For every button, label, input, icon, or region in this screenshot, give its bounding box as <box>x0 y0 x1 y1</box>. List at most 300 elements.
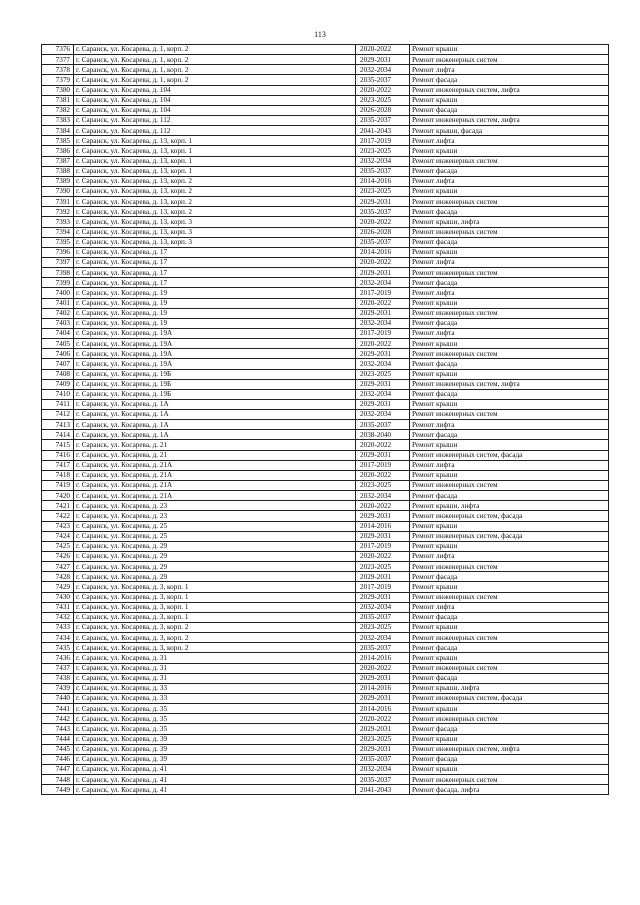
row-number-cell: 7414 <box>42 430 74 440</box>
table-row <box>42 237 609 247</box>
work-type-cell: Ремонт инженерных систем, лифта <box>410 115 609 125</box>
period-cell: 2014-2016 <box>356 521 410 531</box>
table-row <box>42 349 609 359</box>
address-cell: г. Саранск, ул. Косарева, д. 21 <box>74 450 356 460</box>
table-row <box>42 714 609 724</box>
period-cell: 2035-2037 <box>356 207 410 217</box>
row-number-cell: 7392 <box>42 207 74 217</box>
period-cell: 2035-2037 <box>356 166 410 176</box>
address-cell: г. Саранск, ул. Косарева, д. 13, корп. 3 <box>74 237 356 247</box>
table-row <box>42 541 609 551</box>
row-number-cell: 7401 <box>42 298 74 308</box>
period-cell: 2032-2034 <box>356 318 410 328</box>
address-cell: г. Саранск, ул. Косарева, д. 1, корп. 2 <box>74 65 356 75</box>
period-cell: 2029-2031 <box>356 592 410 602</box>
address-cell: г. Саранск, ул. Косарева, д. 17 <box>74 247 356 257</box>
table-row <box>42 298 609 308</box>
table-row <box>42 146 609 156</box>
period-cell: 2032-2034 <box>356 278 410 288</box>
period-cell: 2020-2022 <box>356 85 410 95</box>
work-type-cell: Ремонт крыши <box>410 186 609 196</box>
row-number-cell: 7446 <box>42 754 74 764</box>
address-cell: г. Саранск, ул. Косарева, д. 104 <box>74 105 356 115</box>
table-row <box>42 481 609 491</box>
row-number-cell: 7437 <box>42 663 74 673</box>
table-row <box>42 785 609 795</box>
period-cell: 2032-2034 <box>356 359 410 369</box>
table-row <box>42 105 609 115</box>
work-type-cell: Ремонт инженерных систем, лифта <box>410 379 609 389</box>
row-number-cell: 7436 <box>42 653 74 663</box>
table-row <box>42 197 609 207</box>
work-type-cell: Ремонт инженерных систем, лифта <box>410 744 609 754</box>
work-type-cell: Ремонт лифта <box>410 257 609 267</box>
address-cell: г. Саранск, ул. Косарева, д. 19А <box>74 339 356 349</box>
work-type-cell: Ремонт лифта <box>410 602 609 612</box>
table-row <box>42 95 609 105</box>
row-number-cell: 7390 <box>42 186 74 196</box>
work-type-cell: Ремонт крыши <box>410 582 609 592</box>
period-cell: 2041-2043 <box>356 126 410 136</box>
row-number-cell: 7393 <box>42 217 74 227</box>
row-number-cell: 7430 <box>42 592 74 602</box>
table-row <box>42 663 609 673</box>
work-type-cell: Ремонт фасада <box>410 75 609 85</box>
period-cell: 2014-2016 <box>356 704 410 714</box>
table-row <box>42 623 609 633</box>
address-cell: г. Саранск, ул. Косарева, д. 13, корп. 1 <box>74 166 356 176</box>
address-cell: г. Саранск, ул. Косарева, д. 25 <box>74 531 356 541</box>
table-row <box>42 683 609 693</box>
work-type-cell: Ремонт фасада <box>410 430 609 440</box>
period-cell: 2023-2025 <box>356 146 410 156</box>
row-number-cell: 7399 <box>42 278 74 288</box>
period-cell: 2020-2022 <box>356 714 410 724</box>
address-cell: г. Саранск, ул. Косарева, д. 19 <box>74 298 356 308</box>
row-number-cell: 7400 <box>42 288 74 298</box>
period-cell: 2014-2016 <box>356 653 410 663</box>
work-type-cell: Ремонт инженерных систем <box>410 410 609 420</box>
work-type-cell: Ремонт лифта <box>410 288 609 298</box>
period-cell: 2029-2031 <box>356 308 410 318</box>
table-row <box>42 582 609 592</box>
period-cell: 2032-2034 <box>356 156 410 166</box>
row-number-cell: 7418 <box>42 470 74 480</box>
row-number-cell: 7421 <box>42 501 74 511</box>
address-cell: г. Саранск, ул. Косарева, д. 25 <box>74 521 356 531</box>
work-type-cell: Ремонт лифта <box>410 65 609 75</box>
table-body <box>42 45 609 795</box>
address-cell: г. Саранск, ул. Косарева, д. 23 <box>74 511 356 521</box>
address-cell: г. Саранск, ул. Косарева, д. 29 <box>74 562 356 572</box>
table-row <box>42 278 609 288</box>
row-number-cell: 7378 <box>42 65 74 75</box>
period-cell: 2032-2034 <box>356 65 410 75</box>
address-cell: г. Саранск, ул. Косарева, д. 35 <box>74 714 356 724</box>
period-cell: 2029-2031 <box>356 399 410 409</box>
address-cell: г. Саранск, ул. Косарева, д. 3, корп. 2 <box>74 633 356 643</box>
work-type-cell: Ремонт инженерных систем, фасада <box>410 694 609 704</box>
address-cell: г. Саранск, ул. Косарева, д. 23 <box>74 501 356 511</box>
period-cell: 2032-2034 <box>356 633 410 643</box>
table-row <box>42 704 609 714</box>
work-type-cell: Ремонт инженерных систем <box>410 562 609 572</box>
table-row <box>42 724 609 734</box>
work-type-cell: Ремонт инженерных систем, фасада <box>410 450 609 460</box>
period-cell: 2020-2022 <box>356 339 410 349</box>
work-type-cell: Ремонт лифта <box>410 136 609 146</box>
table-row <box>42 552 609 562</box>
table-row <box>42 694 609 704</box>
address-cell: г. Саранск, ул. Косарева, д. 21 <box>74 440 356 450</box>
row-number-cell: 7422 <box>42 511 74 521</box>
period-cell: 2020-2022 <box>356 45 410 55</box>
row-number-cell: 7381 <box>42 95 74 105</box>
address-cell: г. Саранск, ул. Косарева, д. 1А <box>74 430 356 440</box>
work-type-cell: Ремонт инженерных систем <box>410 55 609 65</box>
period-cell: 2017-2019 <box>356 136 410 146</box>
work-type-cell: Ремонт инженерных систем <box>410 663 609 673</box>
period-cell: 2026-2028 <box>356 105 410 115</box>
address-cell: г. Саранск, ул. Косарева, д. 35 <box>74 704 356 714</box>
address-cell: г. Саранск, ул. Косарева, д. 19 <box>74 288 356 298</box>
work-type-cell: Ремонт крыши, лифта <box>410 501 609 511</box>
period-cell: 2014-2016 <box>356 176 410 186</box>
work-type-cell: Ремонт инженерных систем <box>410 714 609 724</box>
row-number-cell: 7427 <box>42 562 74 572</box>
period-cell: 2035-2037 <box>356 754 410 764</box>
period-cell: 2020-2022 <box>356 440 410 450</box>
work-type-cell: Ремонт фасада <box>410 612 609 622</box>
work-type-cell: Ремонт фасада <box>410 318 609 328</box>
work-type-cell: Ремонт лифта <box>410 328 609 338</box>
address-cell: г. Саранск, ул. Косарева, д. 19А <box>74 359 356 369</box>
work-type-cell: Ремонт фасада <box>410 207 609 217</box>
row-number-cell: 7402 <box>42 308 74 318</box>
table-row <box>42 359 609 369</box>
period-cell: 2020-2022 <box>356 663 410 673</box>
table-row <box>42 643 609 653</box>
row-number-cell: 7407 <box>42 359 74 369</box>
address-cell: г. Саранск, ул. Косарева, д. 1, корп. 2 <box>74 55 356 65</box>
row-number-cell: 7447 <box>42 764 74 774</box>
row-number-cell: 7391 <box>42 197 74 207</box>
work-type-cell: Ремонт крыши <box>410 704 609 714</box>
row-number-cell: 7380 <box>42 85 74 95</box>
period-cell: 2029-2031 <box>356 55 410 65</box>
table-row <box>42 176 609 186</box>
row-number-cell: 7385 <box>42 136 74 146</box>
address-cell: г. Саранск, ул. Косарева, д. 104 <box>74 95 356 105</box>
work-type-cell: Ремонт лифта <box>410 552 609 562</box>
work-type-cell: Ремонт инженерных систем <box>410 268 609 278</box>
address-cell: г. Саранск, ул. Косарева, д. 19Б <box>74 379 356 389</box>
period-cell: 2023-2025 <box>356 369 410 379</box>
address-cell: г. Саранск, ул. Косарева, д. 13, корп. 3 <box>74 227 356 237</box>
address-cell: г. Саранск, ул. Косарева, д. 13, корп. 2 <box>74 186 356 196</box>
work-type-cell: Ремонт крыши <box>410 764 609 774</box>
work-type-cell: Ремонт крыши <box>410 521 609 531</box>
row-number-cell: 7417 <box>42 460 74 470</box>
period-cell: 2032-2034 <box>356 410 410 420</box>
address-cell: г. Саранск, ул. Косарева, д. 3, корп. 2 <box>74 623 356 633</box>
work-type-cell: Ремонт крыши <box>410 440 609 450</box>
address-cell: г. Саранск, ул. Косарева, д. 104 <box>74 85 356 95</box>
work-type-cell: Ремонт инженерных систем <box>410 227 609 237</box>
work-type-cell: Ремонт инженерных систем <box>410 633 609 643</box>
row-number-cell: 7441 <box>42 704 74 714</box>
row-number-cell: 7410 <box>42 389 74 399</box>
table-row <box>42 156 609 166</box>
address-cell: г. Саранск, ул. Косарева, д. 21А <box>74 491 356 501</box>
table-row <box>42 470 609 480</box>
address-cell: г. Саранск, ул. Косарева, д. 21А <box>74 481 356 491</box>
row-number-cell: 7413 <box>42 420 74 430</box>
period-cell: 2029-2031 <box>356 673 410 683</box>
row-number-cell: 7420 <box>42 491 74 501</box>
row-number-cell: 7408 <box>42 369 74 379</box>
period-cell: 2014-2016 <box>356 247 410 257</box>
work-type-cell: Ремонт фасада <box>410 673 609 683</box>
table-row <box>42 389 609 399</box>
row-number-cell: 7376 <box>42 45 74 55</box>
address-cell: г. Саранск, ул. Косарева, д. 19 <box>74 308 356 318</box>
period-cell: 2041-2043 <box>356 785 410 795</box>
address-cell: г. Саранск, ул. Косарева, д. 13, корп. 1 <box>74 156 356 166</box>
work-type-cell: Ремонт крыши, лифта <box>410 217 609 227</box>
period-cell: 2020-2022 <box>356 217 410 227</box>
period-cell: 2017-2019 <box>356 541 410 551</box>
period-cell: 2020-2022 <box>356 470 410 480</box>
table-row <box>42 612 609 622</box>
work-type-cell: Ремонт крыши <box>410 470 609 480</box>
table-row <box>42 491 609 501</box>
table-row <box>42 115 609 125</box>
period-cell: 2029-2031 <box>356 694 410 704</box>
address-cell: г. Саранск, ул. Косарева, д. 19Б <box>74 369 356 379</box>
address-cell: г. Саранск, ул. Косарева, д. 13, корп. 1 <box>74 136 356 146</box>
period-cell: 2032-2034 <box>356 491 410 501</box>
work-type-cell: Ремонт инженерных систем, фасада <box>410 531 609 541</box>
address-cell: г. Саранск, ул. Косарева, д. 29 <box>74 552 356 562</box>
table-row <box>42 410 609 420</box>
row-number-cell: 7377 <box>42 55 74 65</box>
table-row <box>42 531 609 541</box>
period-cell: 2017-2019 <box>356 460 410 470</box>
row-number-cell: 7406 <box>42 349 74 359</box>
address-cell: г. Саранск, ул. Косарева, д. 13, корп. 2 <box>74 176 356 186</box>
table-row <box>42 399 609 409</box>
work-type-cell: Ремонт инженерных систем <box>410 308 609 318</box>
address-cell: г. Саранск, ул. Косарева, д. 13, корп. 3 <box>74 217 356 227</box>
work-type-cell: Ремонт крыши <box>410 734 609 744</box>
row-number-cell: 7383 <box>42 115 74 125</box>
table-row <box>42 339 609 349</box>
work-type-cell: Ремонт фасада <box>410 389 609 399</box>
period-cell: 2023-2025 <box>356 562 410 572</box>
address-cell: г. Саранск, ул. Косарева, д. 3, корп. 2 <box>74 643 356 653</box>
row-number-cell: 7382 <box>42 105 74 115</box>
row-number-cell: 7404 <box>42 328 74 338</box>
work-type-cell: Ремонт фасада <box>410 359 609 369</box>
address-cell: г. Саранск, ул. Косарева, д. 41 <box>74 775 356 785</box>
table-row <box>42 288 609 298</box>
table-row <box>42 75 609 85</box>
address-cell: г. Саранск, ул. Косарева, д. 39 <box>74 744 356 754</box>
period-cell: 2029-2031 <box>356 450 410 460</box>
work-type-cell: Ремонт фасада, лифта <box>410 785 609 795</box>
work-type-cell: Ремонт крыши <box>410 298 609 308</box>
address-cell: г. Саранск, ул. Косарева, д. 29 <box>74 541 356 551</box>
period-cell: 2029-2031 <box>356 531 410 541</box>
table-row <box>42 653 609 663</box>
period-cell: 2029-2031 <box>356 724 410 734</box>
address-cell: г. Саранск, ул. Косарева, д. 1А <box>74 399 356 409</box>
work-type-cell: Ремонт инженерных систем <box>410 481 609 491</box>
work-type-cell: Ремонт крыши, фасада <box>410 126 609 136</box>
row-number-cell: 7442 <box>42 714 74 724</box>
table-row <box>42 126 609 136</box>
period-cell: 2023-2025 <box>356 734 410 744</box>
table-row <box>42 85 609 95</box>
period-cell: 2035-2037 <box>356 612 410 622</box>
table-row <box>42 136 609 146</box>
row-number-cell: 7384 <box>42 126 74 136</box>
table-row <box>42 764 609 774</box>
period-cell: 2017-2019 <box>356 328 410 338</box>
table-row <box>42 318 609 328</box>
table-row <box>42 207 609 217</box>
address-cell: г. Саранск, ул. Косарева, д. 3, корп. 1 <box>74 602 356 612</box>
period-cell: 2029-2031 <box>356 349 410 359</box>
table-row <box>42 511 609 521</box>
address-cell: г. Саранск, ул. Косарева, д. 41 <box>74 785 356 795</box>
table-row <box>42 572 609 582</box>
table-row <box>42 217 609 227</box>
row-number-cell: 7415 <box>42 440 74 450</box>
table-row <box>42 45 609 55</box>
address-cell: г. Саранск, ул. Косарева, д. 31 <box>74 663 356 673</box>
row-number-cell: 7448 <box>42 775 74 785</box>
table-row <box>42 562 609 572</box>
work-type-cell: Ремонт инженерных систем <box>410 197 609 207</box>
row-number-cell: 7439 <box>42 683 74 693</box>
work-type-cell: Ремонт крыши <box>410 623 609 633</box>
row-number-cell: 7412 <box>42 410 74 420</box>
row-number-cell: 7394 <box>42 227 74 237</box>
period-cell: 2020-2022 <box>356 298 410 308</box>
table-row <box>42 268 609 278</box>
address-cell: г. Саранск, ул. Косарева, д. 13, корп. 2 <box>74 207 356 217</box>
table-row <box>42 633 609 643</box>
period-cell: 2017-2019 <box>356 288 410 298</box>
row-number-cell: 7409 <box>42 379 74 389</box>
row-number-cell: 7411 <box>42 399 74 409</box>
row-number-cell: 7395 <box>42 237 74 247</box>
address-cell: г. Саранск, ул. Косарева, д. 33 <box>74 683 356 693</box>
work-type-cell: Ремонт инженерных систем <box>410 775 609 785</box>
row-number-cell: 7438 <box>42 673 74 683</box>
row-number-cell: 7434 <box>42 633 74 643</box>
row-number-cell: 7423 <box>42 521 74 531</box>
work-type-cell: Ремонт инженерных систем, фасада <box>410 511 609 521</box>
work-type-cell: Ремонт фасада <box>410 643 609 653</box>
table-row <box>42 501 609 511</box>
row-number-cell: 7396 <box>42 247 74 257</box>
address-cell: г. Саранск, ул. Косарева, д. 29 <box>74 572 356 582</box>
row-number-cell: 7387 <box>42 156 74 166</box>
period-cell: 2032-2034 <box>356 389 410 399</box>
row-number-cell: 7449 <box>42 785 74 795</box>
address-cell: г. Саранск, ул. Косарева, д. 21А <box>74 460 356 470</box>
row-number-cell: 7424 <box>42 531 74 541</box>
work-type-cell: Ремонт крыши <box>410 369 609 379</box>
row-number-cell: 7419 <box>42 481 74 491</box>
row-number-cell: 7397 <box>42 257 74 267</box>
table-row <box>42 328 609 338</box>
period-cell: 2029-2031 <box>356 379 410 389</box>
period-cell: 2023-2025 <box>356 95 410 105</box>
work-type-cell: Ремонт фасада <box>410 572 609 582</box>
table-row <box>42 227 609 237</box>
row-number-cell: 7388 <box>42 166 74 176</box>
address-cell: г. Саранск, ул. Косарева, д. 39 <box>74 754 356 764</box>
work-type-cell: Ремонт крыши <box>410 146 609 156</box>
row-number-cell: 7443 <box>42 724 74 734</box>
table-row <box>42 430 609 440</box>
address-cell: г. Саранск, ул. Косарева, д. 1А <box>74 410 356 420</box>
row-number-cell: 7405 <box>42 339 74 349</box>
address-cell: г. Саранск, ул. Косарева, д. 3, корп. 1 <box>74 612 356 622</box>
table-row <box>42 247 609 257</box>
work-type-cell: Ремонт фасада <box>410 278 609 288</box>
work-type-cell: Ремонт фасада <box>410 724 609 734</box>
row-number-cell: 7432 <box>42 612 74 622</box>
row-number-cell: 7435 <box>42 643 74 653</box>
period-cell: 2020-2022 <box>356 552 410 562</box>
address-cell: г. Саранск, ул. Косарева, д. 19 <box>74 318 356 328</box>
row-number-cell: 7429 <box>42 582 74 592</box>
work-type-cell: Ремонт крыши <box>410 95 609 105</box>
work-type-cell: Ремонт фасада <box>410 237 609 247</box>
address-cell: г. Саранск, ул. Косарева, д. 112 <box>74 115 356 125</box>
address-cell: г. Саранск, ул. Косарева, д. 1А <box>74 420 356 430</box>
work-type-cell: Ремонт инженерных систем <box>410 349 609 359</box>
table-row <box>42 744 609 754</box>
work-type-cell: Ремонт инженерных систем <box>410 592 609 602</box>
work-type-cell: Ремонт крыши <box>410 653 609 663</box>
row-number-cell: 7425 <box>42 541 74 551</box>
address-cell: г. Саранск, ул. Косарева, д. 19А <box>74 328 356 338</box>
address-cell: г. Саранск, ул. Косарева, д. 19А <box>74 349 356 359</box>
table-row <box>42 55 609 65</box>
row-number-cell: 7403 <box>42 318 74 328</box>
row-number-cell: 7426 <box>42 552 74 562</box>
address-cell: г. Саранск, ул. Косарева, д. 21А <box>74 470 356 480</box>
period-cell: 2035-2037 <box>356 237 410 247</box>
row-number-cell: 7389 <box>42 176 74 186</box>
table-row <box>42 379 609 389</box>
row-number-cell: 7416 <box>42 450 74 460</box>
address-cell: г. Саранск, ул. Косарева, д. 112 <box>74 126 356 136</box>
address-cell: г. Саранск, ул. Косарева, д. 31 <box>74 653 356 663</box>
work-type-cell: Ремонт крыши <box>410 541 609 551</box>
address-cell: г. Саранск, ул. Косарева, д. 1, корп. 2 <box>74 45 356 55</box>
row-number-cell: 7398 <box>42 268 74 278</box>
table-row <box>42 257 609 267</box>
address-cell: г. Саранск, ул. Косарева, д. 13, корп. 2 <box>74 197 356 207</box>
period-cell: 2029-2031 <box>356 268 410 278</box>
